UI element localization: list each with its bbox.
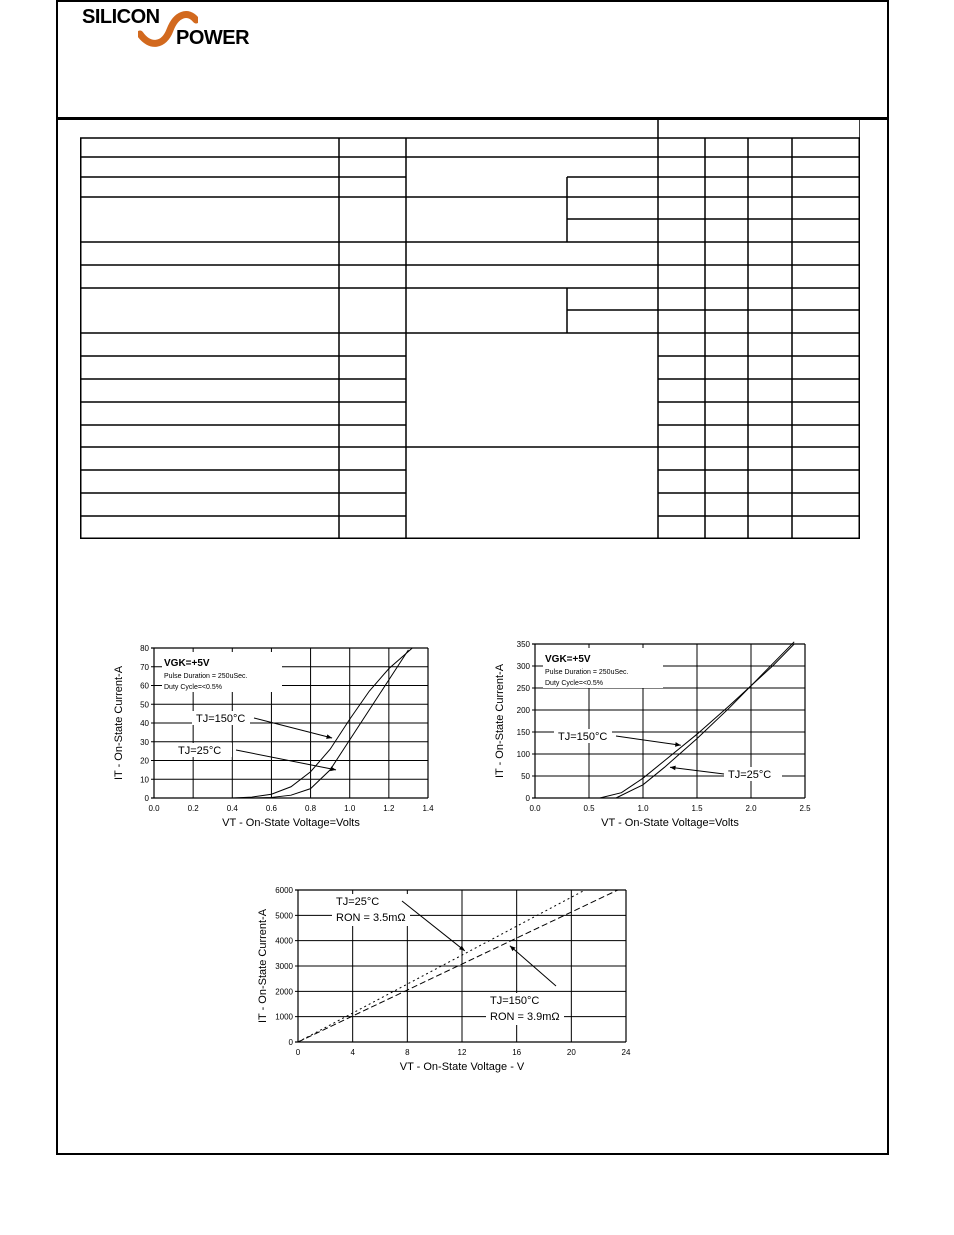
x-axis-label: VT - On-State Voltage - V	[399, 1061, 525, 1073]
chart-2-forward-characteristics	[480, 636, 840, 841]
x-tick-label: 0	[295, 1048, 301, 1057]
note-duty-cycle: Duty Cycle=<0.5%	[164, 684, 222, 691]
x-tick-label: 0.5	[583, 804, 595, 813]
x-tick-label: 2.0	[745, 804, 757, 813]
y-tick-label: 1000	[275, 1012, 293, 1022]
x-tick-label: 0.4	[226, 804, 238, 813]
annotation-label: TJ=25°C	[336, 896, 380, 908]
note-duty-cycle: Duty Cycle=<0.5%	[545, 680, 603, 687]
plot-area	[113, 644, 434, 829]
annotation-1	[486, 946, 564, 1025]
y-tick-label: 50	[140, 700, 149, 710]
annotation-label: TJ=150°C	[490, 995, 540, 1007]
y-tick-label: 40	[140, 719, 149, 728]
x-tick-label: 8	[405, 1048, 410, 1057]
arrowhead-icon	[675, 742, 681, 747]
annotation-arrow	[254, 718, 332, 738]
annotation-0	[192, 711, 332, 739]
x-tick-label: 2.5	[799, 804, 811, 813]
annotation-arrow	[616, 736, 681, 745]
x-tick-label: 1.0	[344, 804, 356, 813]
chart-1-svg	[100, 640, 460, 840]
annotation-label: TJ=150°C	[558, 731, 608, 743]
x-tick-label: 20	[566, 1048, 576, 1057]
y-tick-label: 4000	[275, 936, 293, 946]
plot-area	[257, 886, 631, 1073]
x-tick-label: 0.2	[187, 804, 199, 813]
annotation-arrow	[402, 901, 465, 951]
annotation-1	[670, 766, 782, 781]
annotation-label: TJ=25°C	[728, 769, 772, 781]
x-tick-label: 0.0	[529, 804, 541, 813]
annotation-0	[332, 894, 465, 951]
annotation-label: TJ=25°C	[178, 745, 222, 757]
y-tick-label: 20	[140, 756, 149, 766]
y-tick-label: 60	[140, 681, 149, 691]
x-axis-label: VT - On-State Voltage=Volts	[601, 817, 739, 829]
x-tick-label: 16	[512, 1048, 522, 1057]
y-tick-label: 30	[140, 737, 149, 747]
x-tick-label: 1.5	[691, 804, 703, 813]
y-axis-label: IT - On-State Current-A	[494, 663, 506, 779]
y-tick-label: 80	[140, 644, 149, 653]
chart-3-svg	[240, 880, 660, 1080]
y-axis-label: IT - On-State Current-A	[257, 908, 269, 1024]
y-tick-label: 100	[516, 750, 530, 759]
note-gate-voltage: VGK=+5V	[545, 654, 591, 665]
y-tick-label: 200	[516, 706, 530, 715]
y-tick-label: 2000	[275, 987, 293, 997]
annotation-sublabel: RON = 3.9mΩ	[490, 1011, 560, 1023]
x-tick-label: 12	[457, 1048, 467, 1057]
y-tick-label: 0	[288, 1038, 293, 1047]
x-axis-label: VT - On-State Voltage=Volts	[222, 817, 360, 829]
y-tick-label: 250	[516, 684, 530, 693]
note-pulse-duration: Pulse Duration = 250uSec.	[545, 669, 629, 676]
x-tick-label: 0.6	[265, 804, 277, 813]
y-tick-label: 10	[140, 775, 149, 785]
logo-word-power: POWER	[176, 27, 250, 49]
x-tick-label: 24	[621, 1048, 631, 1057]
y-axis-label: IT - On-State Current-A	[113, 665, 125, 781]
plot-area	[494, 640, 811, 829]
chart-2-svg	[480, 636, 840, 836]
y-tick-label: 350	[516, 640, 530, 649]
spec-table-lines	[80, 119, 860, 539]
note-gate-voltage: VGK=+5V	[164, 658, 210, 669]
chart-1-forward-characteristics	[100, 640, 460, 845]
y-tick-label: 300	[516, 662, 530, 671]
x-tick-label: 4	[350, 1048, 355, 1057]
y-tick-label: 5000	[275, 911, 293, 921]
x-tick-label: 0.0	[148, 804, 160, 813]
annotation-label: TJ=150°C	[196, 713, 246, 725]
x-tick-label: 0.8	[305, 804, 317, 813]
x-tick-label: 1.0	[637, 804, 649, 813]
chart-3-on-resistance	[240, 880, 660, 1085]
x-tick-label: 1.4	[422, 804, 434, 813]
arrowhead-icon	[670, 766, 676, 771]
annotation-sublabel: RON = 3.5mΩ	[336, 912, 406, 924]
y-tick-label: 0	[144, 794, 149, 803]
y-tick-label: 3000	[275, 962, 293, 971]
arrowhead-icon	[330, 767, 336, 772]
y-tick-label: 6000	[275, 886, 293, 895]
x-tick-label: 1.2	[383, 804, 395, 813]
note-pulse-duration: Pulse Duration = 250uSec.	[164, 673, 248, 680]
y-tick-label: 150	[516, 728, 530, 737]
y-tick-label: 0	[525, 794, 530, 803]
silicon-power-logo	[80, 2, 260, 52]
logo-word-silicon: SILICON	[82, 6, 160, 28]
y-tick-label: 50	[521, 772, 530, 781]
y-tick-label: 70	[140, 662, 149, 672]
spec-table-grid	[80, 119, 860, 539]
annotation-1	[174, 743, 336, 771]
